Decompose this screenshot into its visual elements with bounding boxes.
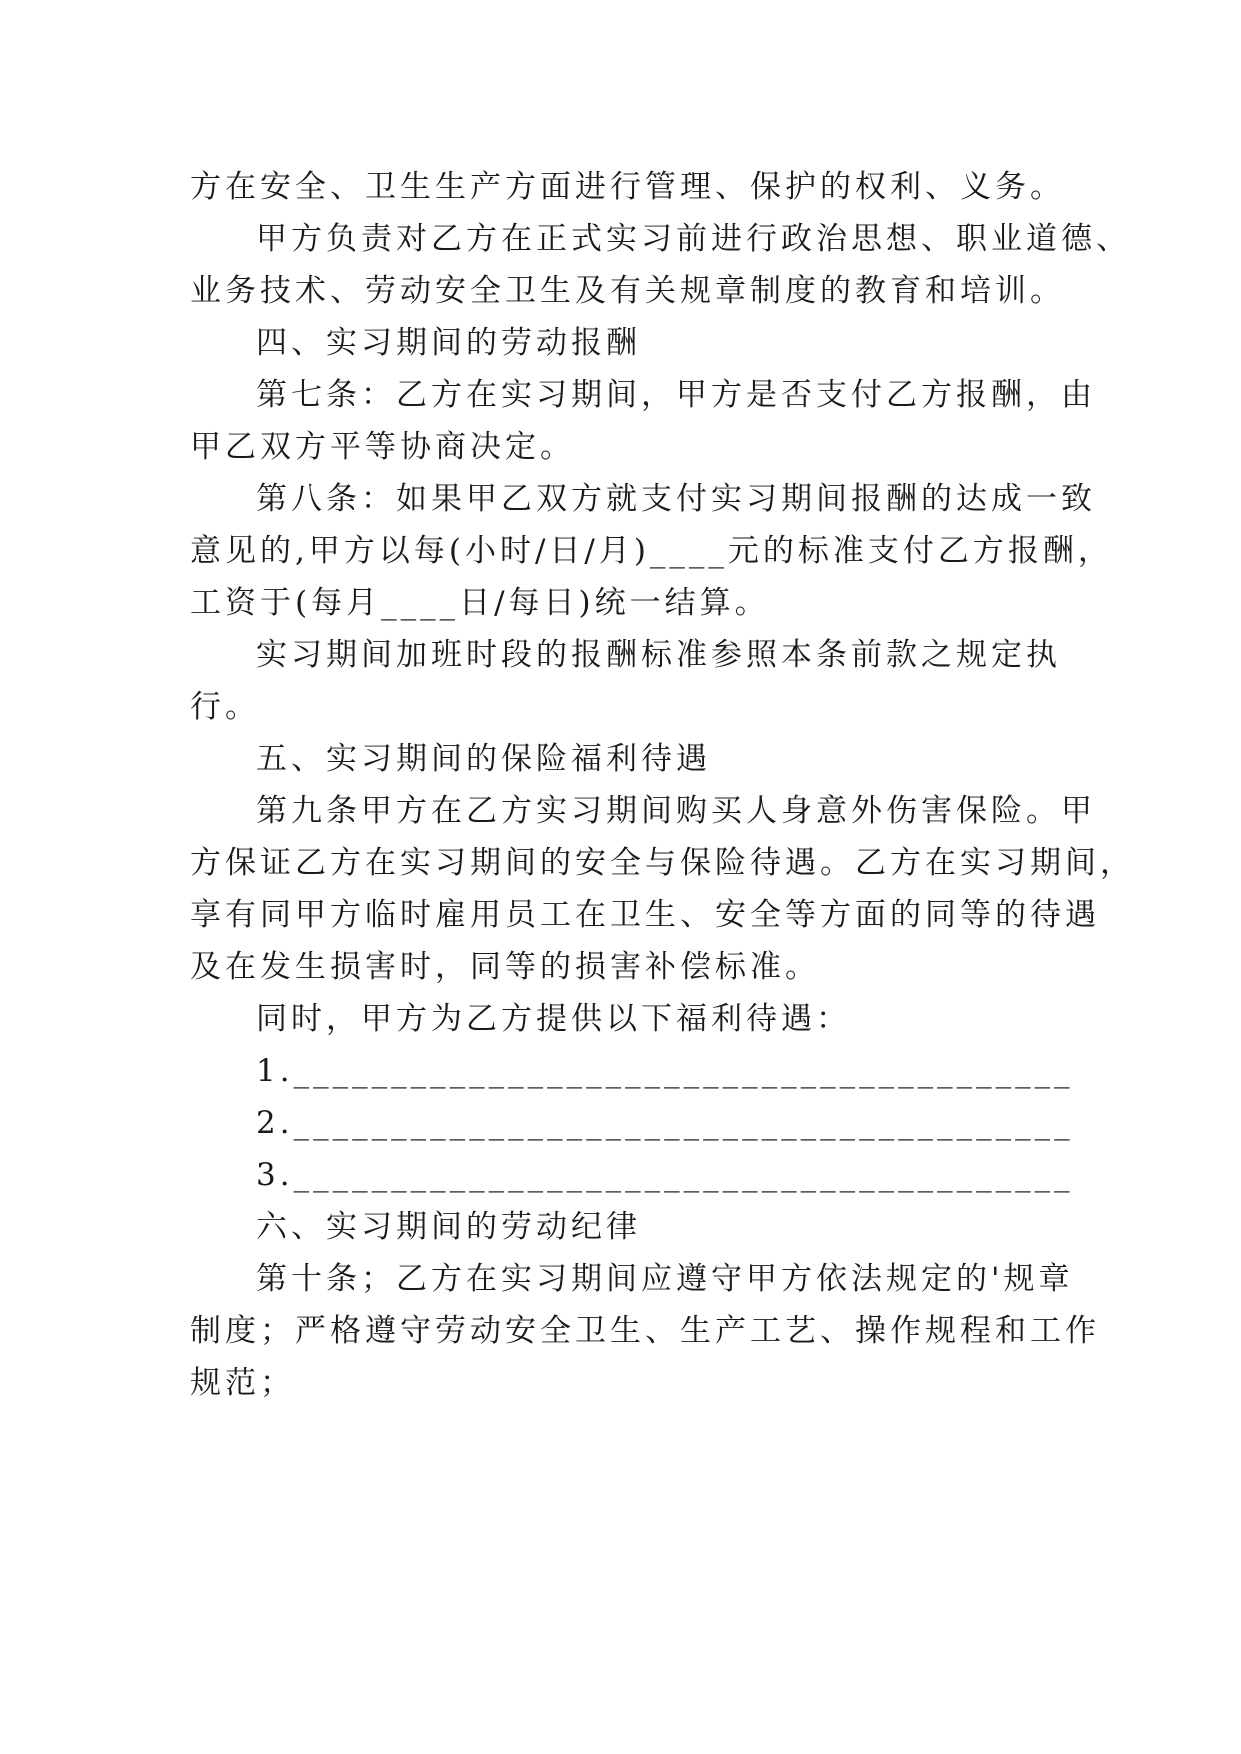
text-line: 方在安全、卫生生产方面进行管理、保护的权利、义务。 xyxy=(190,169,1065,205)
section-heading: 五、实习期间的保险福利待遇 xyxy=(256,741,711,777)
text-line: 行。 xyxy=(190,689,260,725)
blank-list-item: 1.________________________________________ xyxy=(256,1053,1074,1089)
text-line: 第八条：如果甲乙双方就支付实习期间报酬的达成一致 xyxy=(256,481,1096,517)
text-line: 及在发生损害时，同等的损害补偿标准。 xyxy=(190,949,820,985)
text-line: 方保证乙方在实习期间的安全与保险待遇。乙方在实习期间， xyxy=(190,845,1135,881)
blank-list-item: 3.________________________________________ xyxy=(256,1157,1074,1193)
section-heading: 六、实习期间的劳动纪律 xyxy=(256,1209,641,1245)
text-line: 实习期间加班时段的报酬标准参照本条前款之规定执 xyxy=(256,637,1061,673)
text-line: 甲方负责对乙方在正式实习前进行政治思想、职业道德、 xyxy=(256,221,1131,257)
text-line: 第十条；乙方在实习期间应遵守甲方依法规定的'规章 xyxy=(256,1261,1074,1297)
text-line: 享有同甲方临时雇用员工在卫生、安全等方面的同等的待遇 xyxy=(190,897,1100,933)
text-line: 第九条甲方在乙方实习期间购买人身意外伤害保险。甲 xyxy=(256,793,1096,829)
text-line: 制度；严格遵守劳动安全卫生、生产工艺、操作规程和工作 xyxy=(190,1313,1100,1349)
text-line: 工资于(每月____日/每日)统一结算。 xyxy=(190,585,770,621)
text-line: 规范； xyxy=(190,1365,295,1401)
text-line: 甲乙双方平等协商决定。 xyxy=(190,429,575,465)
section-heading: 四、实习期间的劳动报酬 xyxy=(256,325,641,361)
blank-list-item: 2.________________________________________ xyxy=(256,1105,1074,1141)
text-line: 业务技术、劳动安全卫生及有关规章制度的教育和培训。 xyxy=(190,273,1065,309)
text-line: 同时，甲方为乙方提供以下福利待遇： xyxy=(256,1001,851,1037)
text-line: 第七条：乙方在实习期间，甲方是否支付乙方报酬，由 xyxy=(256,377,1096,413)
text-line: 意见的,甲方以每(小时/日/月)____元的标准支付乙方报酬， xyxy=(190,533,1113,569)
